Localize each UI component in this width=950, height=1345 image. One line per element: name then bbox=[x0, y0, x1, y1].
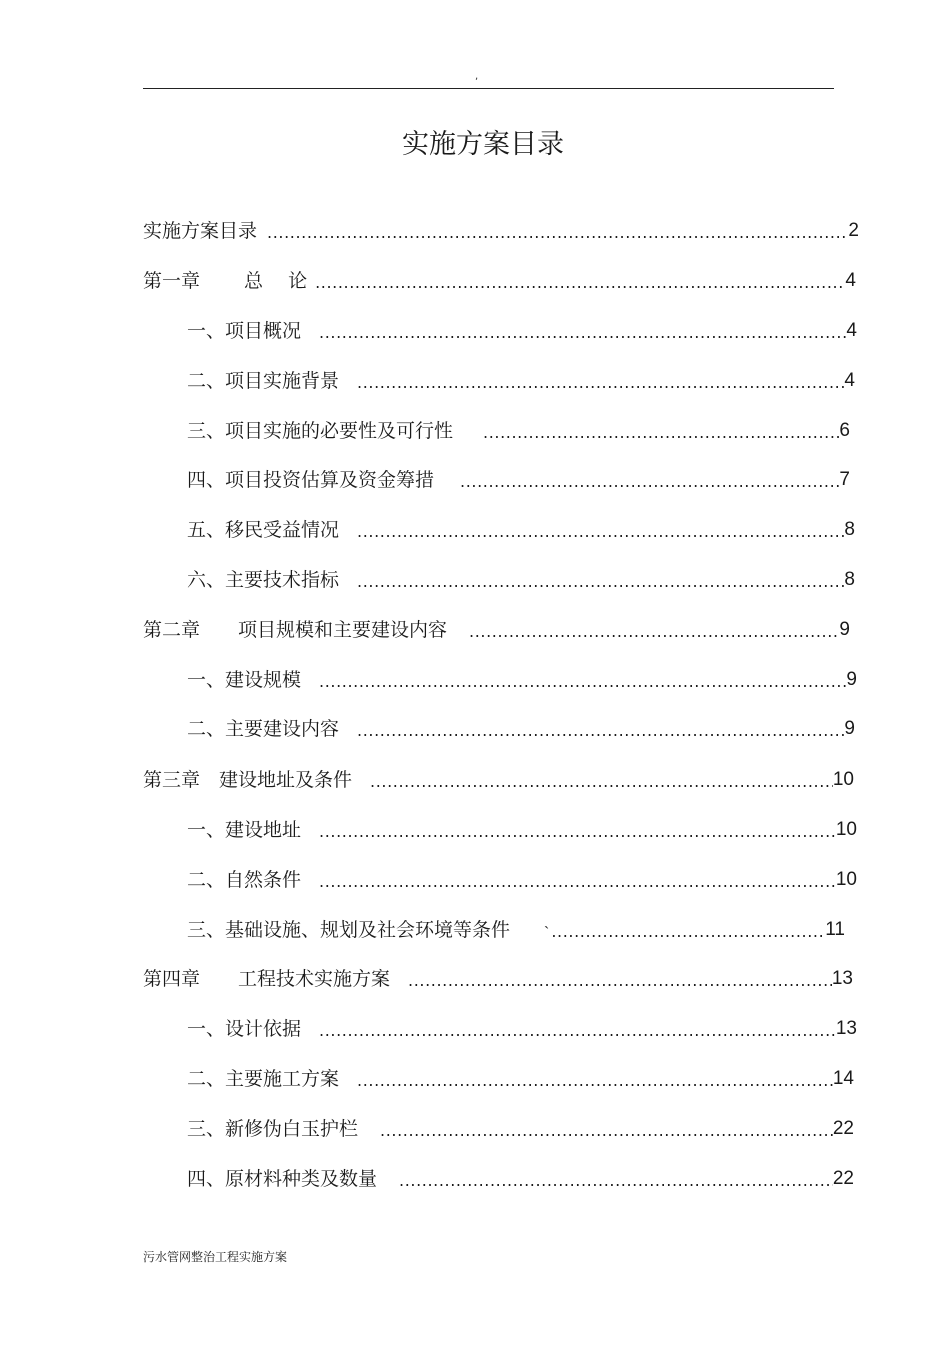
toc-entry-label: 六、主要技术指标 bbox=[187, 569, 340, 591]
toc-leader bbox=[357, 1068, 833, 1094]
toc-entry-label: 五、移民受益情况 bbox=[187, 519, 340, 541]
toc-entry[interactable] bbox=[187, 815, 857, 845]
toc-entry[interactable] bbox=[143, 266, 856, 296]
stray-mark: ` bbox=[544, 925, 550, 942]
toc-entry[interactable] bbox=[187, 714, 855, 744]
toc-entry-label: 四、原材料种类及数量 bbox=[187, 1168, 378, 1190]
toc-entry[interactable] bbox=[187, 316, 857, 346]
toc-entry-page: 9 bbox=[846, 669, 857, 690]
toc-leader bbox=[357, 370, 844, 396]
toc-entry-page: 10 bbox=[832, 769, 854, 790]
toc-entry[interactable] bbox=[187, 915, 845, 945]
toc-leader bbox=[319, 1018, 836, 1044]
toc-leader bbox=[460, 469, 839, 495]
toc-leader bbox=[319, 669, 846, 695]
toc-leader bbox=[357, 718, 844, 744]
toc-entry-page: 13 bbox=[835, 1018, 857, 1039]
toc-entry-page: 8 bbox=[844, 569, 855, 590]
toc-entry-label: 第三章 建设地址及条件 bbox=[143, 769, 353, 791]
toc-entry[interactable] bbox=[187, 465, 850, 495]
toc-entry[interactable] bbox=[187, 1064, 854, 1094]
toc-entry-page: 4 bbox=[845, 270, 856, 291]
toc-leader bbox=[357, 519, 844, 545]
toc-leader bbox=[319, 320, 846, 346]
toc-entry-page: 8 bbox=[844, 519, 855, 540]
toc-entry-page: 13 bbox=[831, 968, 853, 989]
toc-entry-label: 一、设计依据 bbox=[187, 1018, 302, 1040]
toc-entry[interactable] bbox=[143, 765, 854, 795]
toc-leader bbox=[267, 220, 848, 246]
toc-leader bbox=[551, 919, 825, 945]
toc-entry-label: 三、项目实施的必要性及可行性 bbox=[187, 420, 454, 442]
toc-entry-page: 4 bbox=[846, 320, 857, 341]
toc-entry-label: 一、建设地址 bbox=[187, 819, 302, 841]
toc-entry-page: 22 bbox=[832, 1168, 854, 1189]
toc-entry-page: 9 bbox=[844, 718, 855, 739]
toc-entry[interactable] bbox=[187, 366, 855, 396]
toc-entry-label: 三、新修伪白玉护栏 bbox=[187, 1118, 359, 1140]
toc-entry-page: 2 bbox=[848, 220, 859, 241]
toc-entry-page: 10 bbox=[835, 819, 857, 840]
toc-entry-page: 11 bbox=[825, 919, 845, 940]
toc-entry-page: 10 bbox=[835, 869, 857, 890]
toc-leader bbox=[319, 819, 836, 845]
toc-leader bbox=[399, 1168, 833, 1194]
toc-entry[interactable] bbox=[187, 565, 855, 595]
toc-entry[interactable] bbox=[187, 416, 850, 446]
toc-leader bbox=[469, 619, 839, 645]
toc-leader bbox=[357, 569, 844, 595]
toc-entry-label: 三、基础设施、规划及社会环境等条件 bbox=[187, 919, 511, 941]
toc-entry-label: 二、自然条件 bbox=[187, 869, 302, 891]
toc-entry-label: 第四章 工程技术实施方案 bbox=[143, 968, 391, 990]
toc-entry-label: 一、建设规模 bbox=[187, 669, 302, 691]
toc-entry-label: 第二章 项目规模和主要建设内容 bbox=[143, 619, 448, 641]
toc-entry[interactable] bbox=[143, 615, 850, 645]
toc-entry-page: 6 bbox=[839, 420, 850, 441]
toc-entry-label: 实施方案目录 bbox=[143, 220, 258, 242]
page-footer: 污水管网整治工程实施方案 bbox=[143, 1250, 288, 1264]
toc-entry-page: 9 bbox=[839, 619, 850, 640]
toc-entry-label: 二、主要施工方案 bbox=[187, 1068, 340, 1090]
toc-entry-label: 二、项目实施背景 bbox=[187, 370, 340, 392]
toc-entry[interactable] bbox=[187, 1014, 857, 1044]
toc-entry[interactable] bbox=[143, 216, 859, 246]
toc-leader bbox=[315, 270, 845, 296]
toc-leader bbox=[380, 1118, 833, 1144]
toc-entry-page: 22 bbox=[832, 1118, 854, 1139]
toc-entry-page: 14 bbox=[832, 1068, 854, 1089]
toc-leader bbox=[408, 968, 832, 994]
toc-leader bbox=[483, 420, 839, 446]
toc-entry-label: 一、项目概况 bbox=[187, 320, 302, 342]
toc-entry[interactable] bbox=[187, 865, 857, 895]
toc-entry[interactable] bbox=[187, 515, 855, 545]
toc-leader bbox=[319, 869, 836, 895]
header-mark: , bbox=[475, 71, 479, 82]
toc-entry-label: 第一章 总 论 bbox=[143, 270, 308, 292]
toc-entry-label: 四、项目投资估算及资金筹措 bbox=[187, 469, 435, 491]
page-title: 实施方案目录 bbox=[402, 129, 564, 160]
toc-entry-label: 二、主要建设内容 bbox=[187, 718, 340, 740]
toc-entry[interactable] bbox=[143, 964, 853, 994]
toc-entry-page: 4 bbox=[844, 370, 855, 391]
toc-entry[interactable] bbox=[187, 665, 857, 695]
toc-leader bbox=[370, 769, 833, 795]
toc-entry-page: 7 bbox=[839, 469, 850, 490]
toc-entry[interactable] bbox=[187, 1164, 854, 1194]
toc-entry[interactable] bbox=[187, 1114, 854, 1144]
